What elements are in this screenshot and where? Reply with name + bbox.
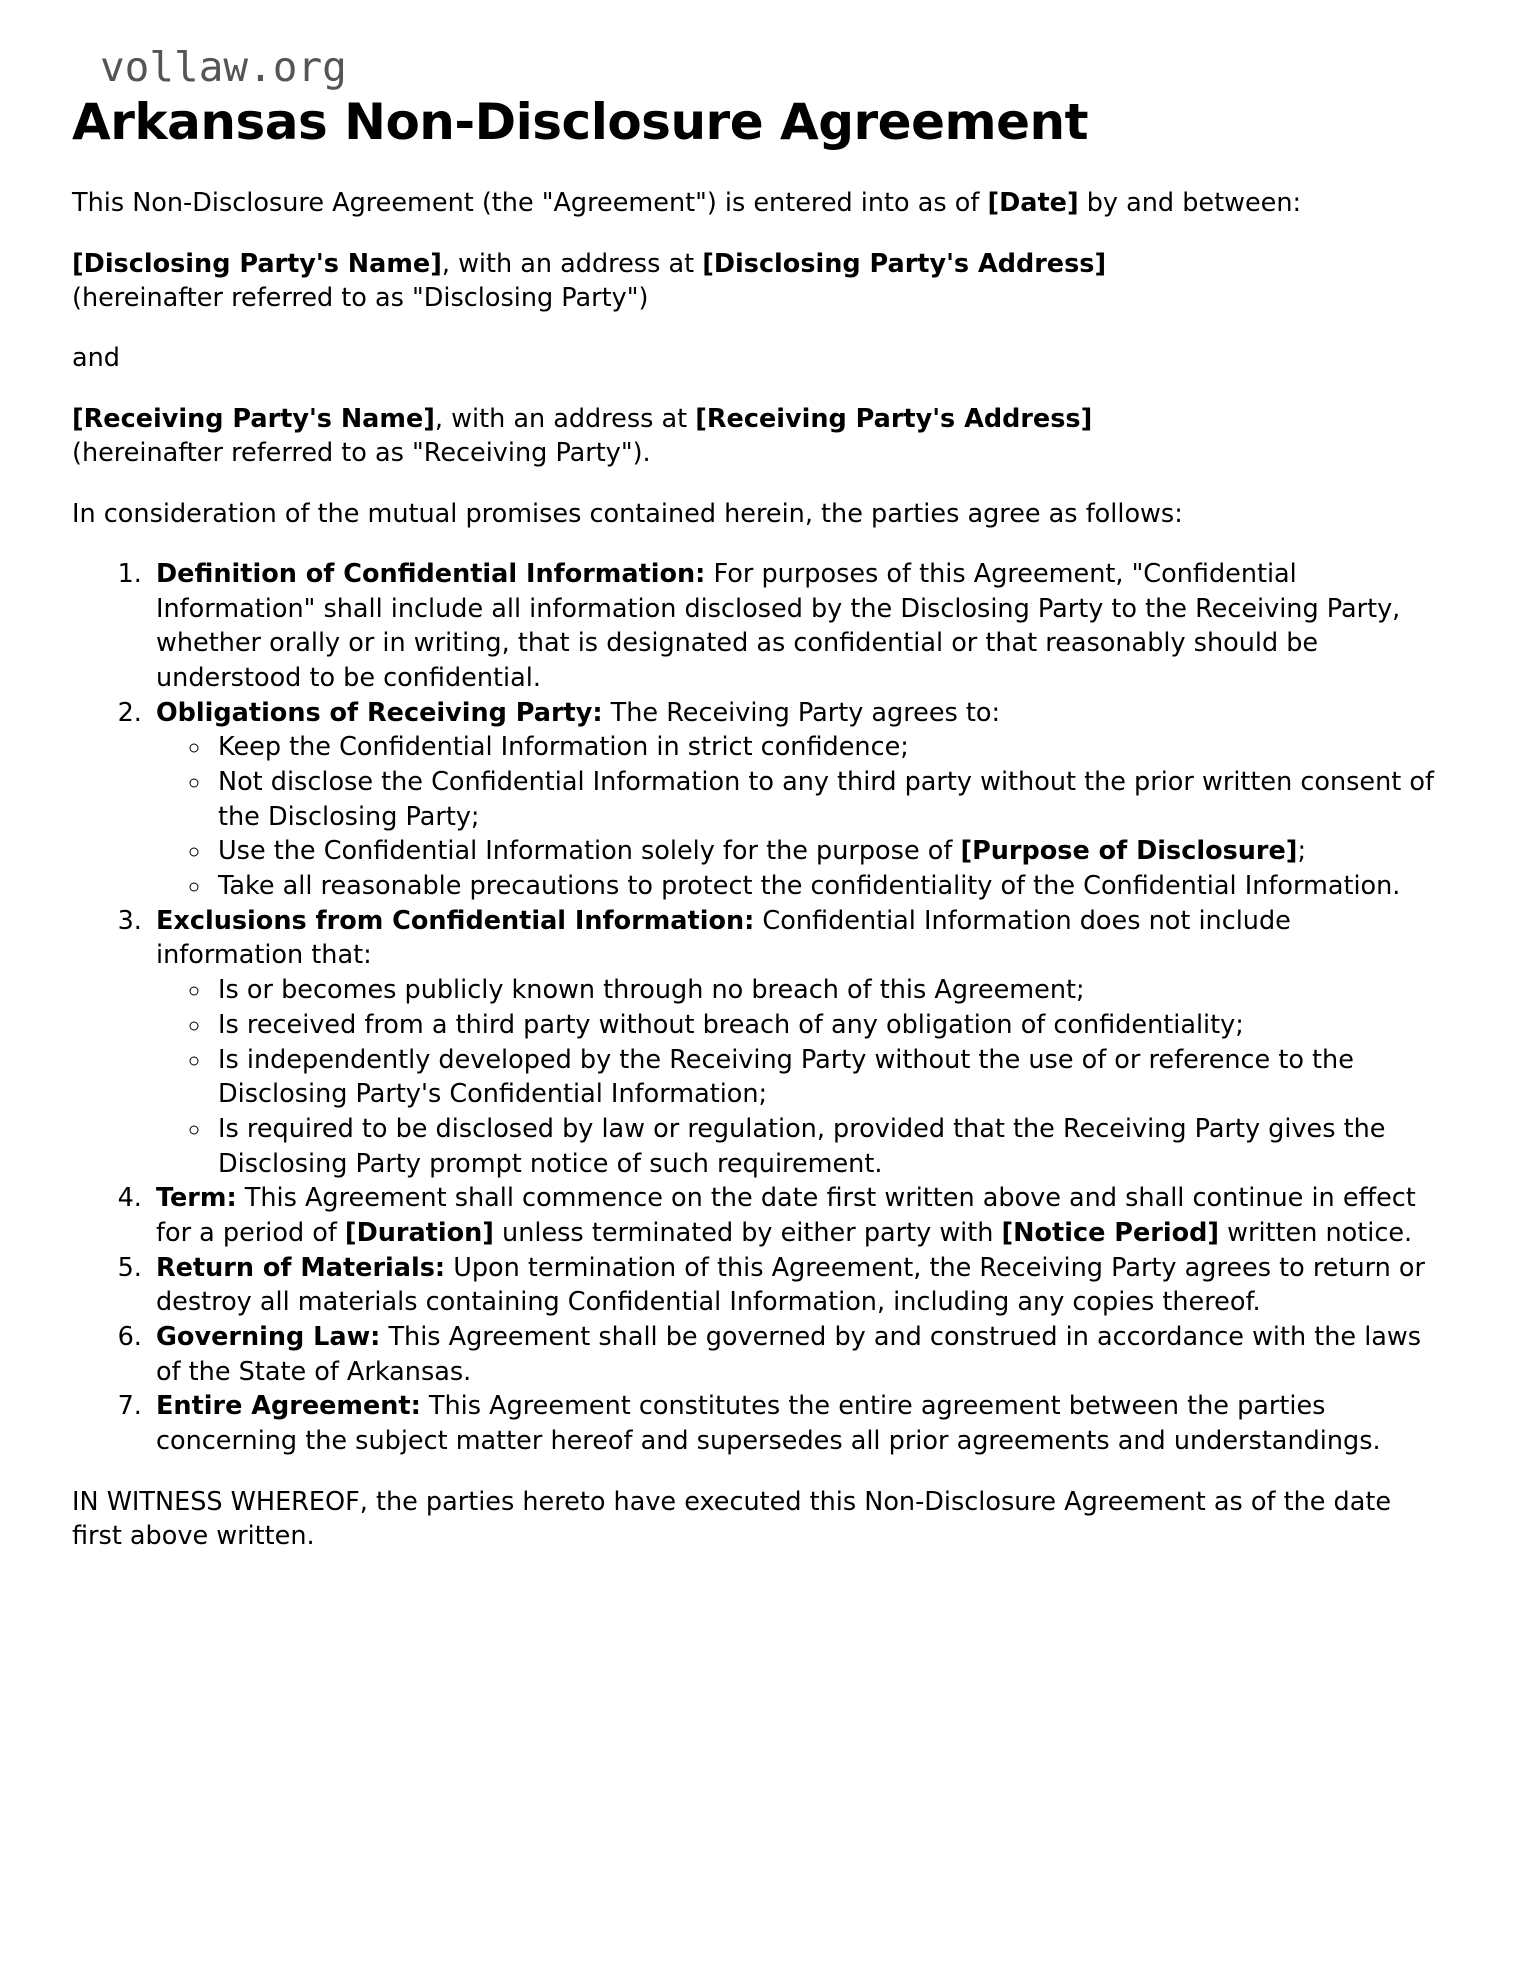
list-item: ◦ Is received from a third party without breach of any obligation of confidentiality; (212, 1008, 1446, 1043)
disclosing-party-address-placeholder: [Disclosing Party's Address] (702, 248, 1107, 279)
clause-heading: Term: (156, 1183, 237, 1214)
clause-text: This Agreement shall be governed by and construed in accordance with the laws of the State of Arkansas. (156, 1321, 1422, 1387)
clause-heading: Governing Law: (156, 1321, 381, 1352)
document-body (72, 186, 1446, 1553)
receiving-party-address-placeholder: [Receiving Party's Address] (695, 403, 1093, 434)
clause-item-exclusions (150, 904, 1446, 1181)
list-item: ◦ Keep the Confidential Information in strict confidence; (212, 730, 1446, 765)
sub-list-exclusions (156, 973, 1446, 1181)
purpose-of-disclosure-placeholder: [Purpose of Disclosure] (960, 836, 1298, 867)
notice-period-placeholder: [Notice Period] (1001, 1217, 1219, 1248)
receiving-party-paragraph (72, 402, 1446, 471)
intro-text-after-date: by and between: (1078, 188, 1302, 219)
list-item: ◦ Not disclose the Confidential Information to any third party without the prior written consent of the Disclosing Party; (212, 765, 1446, 834)
disclosing-party-hereinafter: (hereinafter referred to as "Disclosing Party") (72, 282, 649, 313)
clause-heading: Return of Materials: (156, 1252, 446, 1283)
conjunction-paragraph: and (72, 343, 120, 374)
intro-text-before-date: This Non-Disclosure Agreement (the "Agreement") is entered into as of (72, 188, 988, 219)
receiving-party-hereinafter: (hereinafter referred to as "Receiving Party"). (72, 438, 651, 469)
closing-paragraph: IN WITNESS WHEREOF, the parties hereto have executed this Non-Disclosure Agreement as of the date first above written. (72, 1486, 1392, 1551)
clause-item-entire-agreement (150, 1389, 1446, 1458)
list-item: ◦ Is or becomes publicly known through no breach of this Agreement; (212, 973, 1446, 1008)
clause-text: This Agreement constitutes the entire agreement between the parties concerning the subject matter hereof and supersedes all prior agreements and understandings. (156, 1391, 1381, 1456)
consideration-paragraph: In consideration of the mutual promises contained herein, the parties agree as follows: (72, 498, 1183, 529)
clause-heading: Obligations of Receiving Party: (156, 697, 603, 728)
sub-list-obligations (156, 730, 1446, 903)
clause-heading: Exclusions from Confidential Information: (156, 905, 755, 936)
clause-text-after: written notice. (1219, 1217, 1413, 1248)
clause-text: For purposes of this Agreement, "Confidential Information" shall include all information disclosed by the Disclosing Party to the Receiving Party, whether orally or in writing, that is designated as confidential or that reasonably should be understood to be confidential. (156, 559, 1401, 694)
clause-item-return-of-materials (150, 1251, 1446, 1320)
list-item: ◦ Is required to be disclosed by law or regulation, provided that the Receiving Party gives the Disclosing Party prompt notice of such requirement. (212, 1112, 1446, 1181)
clause-item-term (150, 1181, 1446, 1250)
clause-text-middle: unless terminated by either party with (493, 1217, 1002, 1248)
page-title: Arkansas Non-Disclosure Agreement (72, 93, 1088, 152)
disclosing-party-paragraph (72, 247, 1446, 316)
disclosing-party-middle-text: , with an address at (441, 248, 703, 279)
clause-item-obligations (150, 696, 1446, 904)
duration-placeholder: [Duration] (344, 1217, 494, 1248)
disclosing-party-name-placeholder: [Disclosing Party's Name] (72, 248, 442, 279)
clause-list (72, 557, 1446, 1458)
sub-item-text-after: ; (1297, 836, 1307, 867)
date-placeholder: [Date] (987, 188, 1079, 219)
clause-text-before: This Agreement shall commence on the date first written above and shall continue in effect for a period of (156, 1183, 1416, 1248)
list-item: ◦ Take all reasonable precautions to protect the confidentiality of the Confidential Information. (212, 869, 1446, 904)
clause-text: Confidential Information does not include information that: (156, 905, 1291, 971)
clause-text: The Receiving Party agrees to: (602, 697, 1001, 728)
site-logo: vollaw.org (100, 43, 347, 91)
clause-item-governing-law (150, 1320, 1446, 1389)
receiving-party-name-placeholder: [Receiving Party's Name] (72, 403, 435, 434)
clause-heading: Entire Agreement: (156, 1391, 421, 1422)
clause-item-definition (150, 557, 1446, 696)
clause-heading: Definition of Confidential Information: (156, 559, 706, 590)
list-item: ◦ Is independently developed by the Receiving Party without the use of or reference to the Disclosing Party's Confidential Information; (212, 1043, 1446, 1112)
sub-item-text-before: Use the Confidential Information solely for the purpose of (218, 836, 961, 867)
intro-paragraph (72, 186, 1446, 220)
clause-text: Upon termination of this Agreement, the Receiving Party agrees to return or destroy all materials containing Confidential Information, including any copies thereof. (156, 1252, 1426, 1318)
receiving-party-middle-text: , with an address at (434, 403, 696, 434)
list-item (212, 834, 1446, 869)
